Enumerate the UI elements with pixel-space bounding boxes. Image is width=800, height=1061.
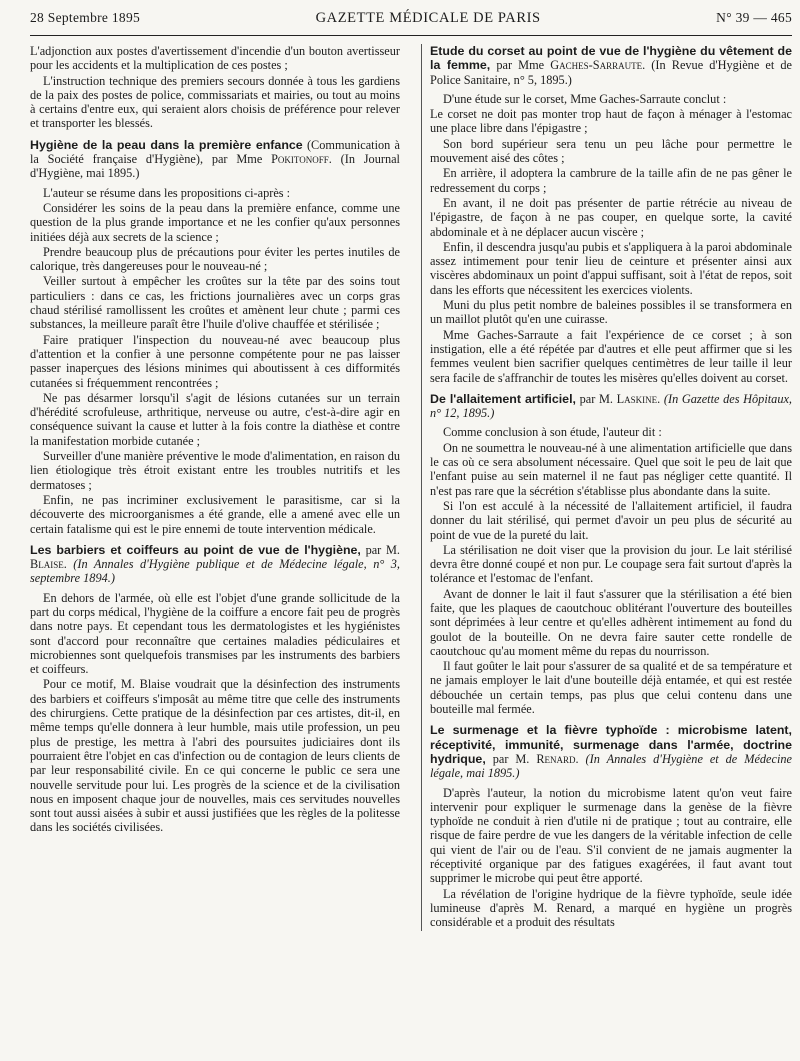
paragraph: On ne soumettra le nouveau-né à une alimentation artificielle que dans le cas où ce sera absolument nécessaire. Quel que soit le peu de lait que l'enfant puise au sein maternel il ne faut pas négliger cette quantité. Il n'est pas rare que la sécrétion s'établisse plus abondante dans la suite. <box>430 440 792 498</box>
article-source: (In Annales d'Hygiène publique et de Médecine légale, n° 3, septembre 1894.) <box>30 557 400 586</box>
article-title: Les barbiers et coiffeurs au point de vue de l'hygiène, <box>30 542 361 557</box>
article-source: (In Journal d'Hygiène, mai 1895.) <box>30 152 400 181</box>
paragraph: Avant de donner le lait il faut s'assurer que la stérilisation a été bien faite, que les plaques de caoutchouc oblitérant l'ouverture des bouteilles sont déprimées à leur centre et qu'elles adhèrent intimement au fond du goulot de la bouteille. On ne devra faire sauter cette rondelle de caoutchouc qu'au moment même du repas du nourrisson. <box>430 586 792 658</box>
paragraph: L'instruction technique des premiers secours donnée à tous les gardiens de la paix des postes de police, commissariats et mairies, ou tout au moins à certains d'entre eux, qui seraient alors choisis de préférence pour relever et transporter les blessés. <box>30 73 400 131</box>
article-heading-allaitement: De l'allaitement artificiel, par M. Laskine. (In Gazette des Hôpitaux, n° 12, 1895.) <box>430 391 792 421</box>
paragraph: En dehors de l'armée, où elle est l'objet d'une grande sollicitude de la part du corps médical, l'hygiène de la coiffure a encore fait peu de progrès dans notre pays. Et cependant tous les dermatologistes et les hygiénistes sont d'accord pour reconnaître que certaines maladies pédiculaires et microbiennes sont quelquefois transmises par les instruments des barbiers et coiffeurs. <box>30 590 400 677</box>
article-heading-peau: Hygiène de la peau dans la première enfance (Communication à la Société française d'Hygiène), par Mme Pokitonoff. (In Journal d'Hygiène, mai 1895.) <box>30 137 400 181</box>
article-title: Le surmenage et la fièvre typhoïde : microbisme latent, réceptivité, immunité, surmenage dans l'armée, doctrine hydrique, <box>430 723 792 766</box>
article-author: Renard <box>536 751 576 766</box>
article-byline: par M. <box>365 542 400 557</box>
paragraph: Ne pas désarmer lorsqu'il s'agit de lésions cutanées sur un terrain d'hérédité scrofuleuse, arthritique, nerveuse ou autre, c'est-à-dire agir en conséquence suivant la cause et lutter à la fois contre la diathèse et contre la manifestation morbide cutanée ; <box>30 390 400 448</box>
paragraph: Son bord supérieur sera tenu un peu lâche pour permettre le mouvement aisé des côtes ; <box>430 136 792 166</box>
paragraph: Si l'on est acculé à la nécessité de l'allaitement artificiel, il faudra donner du lait stérilisé, qui permet d'avoir un peu plus de sécurité au point de vue de la pureté du lait. <box>430 498 792 542</box>
article-title: Etude du corset au point de vue de l'hygiène du vêtement de la femme, <box>430 44 792 73</box>
paragraph: Le corset ne doit pas monter trop haut de façon à ménager à l'estomac une place libre dans l'épigastre ; <box>430 107 792 136</box>
article-byline: (Communication à la Société française d'Hygiène), par Mme <box>30 137 400 167</box>
article-source: (In Annales d'Hygiène et de Médecine légale, mai 1895.) <box>430 751 792 781</box>
text-columns <box>30 44 792 931</box>
issue-page-number: N° 39 — 465 <box>716 10 792 25</box>
article-author: Gaches-Sarraute <box>550 58 643 73</box>
article-author: Blaise <box>30 557 64 572</box>
paragraph: En avant, il ne doit pas présenter de partie rétrécie au niveau de l'épigastre, de façon à ne pas couper, en quelque sorte, la cavité abdominale et à ne déplacer aucun viscère ; <box>430 195 792 239</box>
article-byline: par M. <box>579 391 613 406</box>
right-column <box>421 44 792 931</box>
article-title: Hygiène de la peau dans la première enfance <box>30 137 303 152</box>
article-author: Laskine <box>616 391 658 406</box>
paragraph: Prendre beaucoup plus de précautions pour éviter les pertes inutiles de calorique, très dangereuses pour le nouveau-né ; <box>30 244 400 274</box>
paragraph: Comme conclusion à son étude, l'auteur dit : <box>443 425 662 440</box>
paragraph: L'auteur se résume dans les propositions ci-après : <box>43 185 291 200</box>
article-byline: par M. <box>492 751 530 766</box>
article-heading-surmenage: Le surmenage et la fièvre typhoïde : microbisme latent, réceptivité, immunité, surmenage dans l'armée, doctrine hydrique, par M. Renard. (In Annales d'Hygiène et de Médecine légale, mai 1895.) <box>430 723 792 781</box>
article-byline: par Mme <box>496 58 545 73</box>
issue-date: 28 Septembre 1895 <box>30 10 141 25</box>
article-title: De l'allaitement artificiel, <box>430 391 576 406</box>
paragraph: Pour ce motif, M. Blaise voudrait que la désinfection des instruments des barbiers et coiffeurs s'imposât au même titre que celle des instruments des chirurgiens. Cette pratique de la désinfection par ces artistes, dit-il, en même temps qu'elle donnera à leur humble, mais utile profession, un peu plus de prestige, les mettra à l'abri des poursuites judiciaires dont ils pourraient être l'objet en cas d'infection ou de contagion de leurs clients de par leur responsabilité civile. En ce qui concerne le public ce sera une nouvelle servitude pour lui. Les progrès de la science et de la civilisation nous en imposent chaque jour de nouvelles, mais ces servitudes nouvelles sont tout aussi aisées à subir et aussi justifiées que les règles de la politesse dans les sociétés civilisées. <box>30 677 400 835</box>
paragraph: D'après l'auteur, la notion du microbisme latent qu'on veut faire intervenir pour expliquer le surmenage dans la genèse de la fièvre typhoïde ne conduit à rien d'utile ni de pratique ; tout au contraire, elle risque de faire perdre de vue les dangers de la véritable infection de celle qui vient de l'air ou de l'eau. S'il convient de ne jamais augmenter la réceptivité organique par des fatigues exagérées, il faut avant tout supprimer le microbe qui peut être apporté. <box>430 785 792 886</box>
paragraph: Veiller surtout à empêcher les croûtes sur la tête par des soins tout particuliers : dans ce cas, les frictions journalières avec un corps gras chaud stérilisé ramollissent les croûtes et amènent leur chute ; parmi ces substances, la meilleure paraît être l'huile d'olive chauffée et stérilisée ; <box>30 274 400 332</box>
paragraph: Enfin, ne pas incriminer exclusivement le parasitisme, car si la découverte des microorganismes a été grande, elle a amené avec elle un certain fatalisme qui est le pire ennemi de toute intervention médicale. <box>30 492 400 536</box>
page-header <box>30 10 792 36</box>
article-heading-barbiers: Les barbiers et coiffeurs au point de vue de l'hygiène, par M. Blaise. (In Annales d'Hygiène publique et de Médecine légale, n° 3, septembre 1894.) <box>30 542 400 586</box>
paragraph: L'adjonction aux postes d'avertissement d'incendie d'un bouton avertisseur pour les accidents et la multiplication de ces postes ; <box>30 44 400 73</box>
left-column <box>30 44 400 931</box>
article-heading-corset: Etude du corset au point de vue de l'hygiène du vêtement de la femme, par Mme Gaches-Sarraute. (In Revue d'Hygiène et de Police Sanitaire, n° 5, 1895.) <box>430 44 793 87</box>
article-source: (In Revue d'Hygiène et de Police Sanitaire, n° 5, 1895.) <box>430 58 793 87</box>
paragraph: En arrière, il adoptera la cambrure de la taille afin de ne pas gêner le redressement du corps ; <box>430 166 792 195</box>
paragraph: Muni du plus petit nombre de baleines possibles il se transformera en un maillot plutôt qu'en une cuirasse. <box>430 298 792 327</box>
paragraph: La révélation de l'origine hydrique de la fièvre typhoïde, seule idée lumineuse d'après M. Renard, a marqué en hygiène un progrès considérable et a produit des résultats <box>430 886 792 930</box>
paragraph: Surveiller d'une manière préventive le mode d'alimentation, en raison du lien étiologique très étroit existant entre les troubles nutritifs et les dermatoses ; <box>30 449 400 492</box>
journal-title: GAZETTE MÉDICALE DE PARIS <box>315 10 541 26</box>
paragraph: Considérer les soins de la peau dans la première enfance, comme une question de la plus grande importance et ne les confier qu'aux personnes initiées déjà aux secrets de la science ; <box>30 200 400 244</box>
article-source: (In Gazette des Hôpitaux, n° 12, 1895.) <box>430 391 792 421</box>
article-author: Pokitonoff <box>271 152 329 167</box>
paragraph: Faire pratiquer l'inspection du nouveau-né avec beaucoup plus d'attention et la confier à une personne compétente pour ne pas laisser passer inaperçues des lésions minimes qui aboutissent à ces difformités cutanées si fréquemment rencontrées ; <box>30 332 400 390</box>
paragraph: Il faut goûter le lait pour s'assurer de sa qualité et de sa température et ne jamais employer le lait d'une bouteille déjà entamée, et qui est restée débouchée un certain temps, pas plus que celui contenu dans une bouteille mal fermée. <box>430 659 792 717</box>
paragraph: Mme Gaches-Sarraute a fait l'expérience de ce corset ; à son instigation, elle a été répétée par d'autres et elle peut affirmer que si les femmes veulent bien sacrifier quelques centimètres de leur taille il leur sera facile de s'affranchir de toutes les misères qu'elles doivent au corset. <box>430 327 792 385</box>
paragraph: La stérilisation ne doit viser que la provision du jour. Le lait stérilisé devra être donné coupé et non pur. Le coupage sera fait surtout d'après la tolérance et l'estomac de l'enfant. <box>430 542 792 586</box>
paragraph: Enfin, il descendra jusqu'au pubis et s'appliquera à la paroi abdominale assez intimement pour tenir lieu de ceinture et présenter ainsi aux viscères abdominaux un point d'appui suffisant, soit à l'état de repos, soit dans les efforts que nécessitent les exercices violents. <box>430 239 792 297</box>
paragraph: D'une étude sur le corset, Mme Gaches-Sarraute conclut : <box>443 91 727 106</box>
